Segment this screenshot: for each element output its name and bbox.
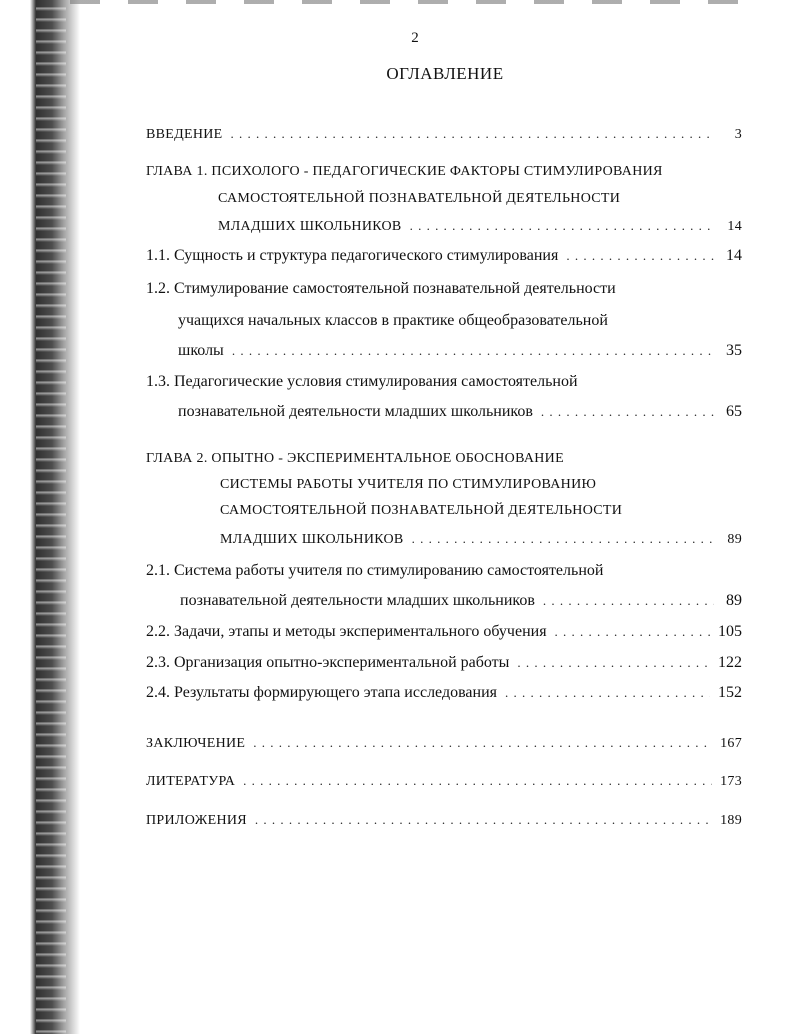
entry-page: 189: [720, 813, 742, 828]
dot-leader: [232, 341, 714, 361]
entry-title: 2.4. Результаты формирующего этапа исследования: [146, 684, 498, 701]
entry-page: 89: [727, 532, 742, 547]
dot-leader: [410, 216, 714, 236]
dot-leader: [243, 771, 712, 791]
dot-leader: [253, 733, 712, 753]
entry-page: 35: [726, 342, 742, 359]
dot-leader: [555, 622, 710, 642]
toc-chapter-2-line-2[interactable]: СИСТЕМЫ РАБОТЫ УЧИТЕЛЯ ПО СТИМУЛИРОВАНИЮ: [220, 477, 597, 492]
entry-title: МЛАДШИХ ШКОЛЬНИКОВ: [220, 532, 404, 547]
toc-entry-1-2-line-1[interactable]: 1.2. Стимулирование самостоятельной познавательной деятельности: [146, 280, 616, 297]
dot-leader: [231, 124, 714, 144]
entry-page: 122: [718, 654, 742, 671]
dot-leader: [541, 402, 714, 422]
entry-page: 14: [726, 247, 742, 264]
entry-title: ВВЕДЕНИЕ: [146, 127, 223, 142]
entry-page: 3: [734, 127, 742, 142]
entry-page: 167: [720, 736, 742, 751]
entry-title: ЛИТЕРАТУРА: [146, 774, 236, 789]
toc-chapter-2-line-3[interactable]: САМОСТОЯТЕЛЬНОЙ ПОЗНАВАТЕЛЬНОЙ ДЕЯТЕЛЬНОСТИ: [220, 503, 623, 518]
toc-entry-2-3[interactable]: [146, 653, 742, 673]
toc-entry-conclusion[interactable]: [146, 733, 742, 754]
entry-page: 89: [726, 592, 742, 609]
toc-entry-intro[interactable]: [146, 124, 742, 145]
dot-leader: [566, 246, 714, 266]
toc-chapter-1-line-1[interactable]: ГЛАВА 1. ПСИХОЛОГО - ПЕДАГОГИЧЕСКИЕ ФАКТОРЫ СТИМУЛИРОВАНИЯ: [146, 164, 663, 179]
toc-entry-chapter-1[interactable]: [218, 216, 742, 237]
toc-entry-1-3[interactable]: [178, 402, 742, 422]
dot-leader: [543, 591, 714, 611]
entry-title: 2.3. Организация опытно-экспериментальной работы: [146, 654, 510, 671]
entry-title: познавательной деятельности младших школьников: [180, 592, 535, 609]
dot-leader: [412, 529, 714, 549]
toc-entry-2-1-line-1[interactable]: 2.1. Система работы учителя по стимулированию самостоятельной: [146, 562, 604, 579]
toc-entry-2-1[interactable]: [180, 591, 742, 611]
entry-title: познавательной деятельности младших школьников: [178, 403, 533, 420]
entry-title: школы: [178, 342, 224, 359]
dot-leader: [505, 683, 710, 703]
page-number: 2: [411, 30, 419, 46]
entry-page: 65: [726, 403, 742, 420]
entry-page: 173: [720, 774, 742, 789]
scan-top-artifact: [70, 0, 750, 4]
toc-chapter-1-line-2[interactable]: САМОСТОЯТЕЛЬНОЙ ПОЗНАВАТЕЛЬНОЙ ДЕЯТЕЛЬНОСТИ: [218, 191, 621, 206]
entry-title: МЛАДШИХ ШКОЛЬНИКОВ: [218, 219, 402, 234]
toc-entry-1-2-line-2[interactable]: учащихся начальных классов в практике общеобразовательной: [178, 312, 608, 329]
entry-page: 105: [718, 623, 742, 640]
entry-title: ЗАКЛЮЧЕНИЕ: [146, 736, 246, 751]
toc-entry-2-2[interactable]: [146, 622, 742, 642]
entry-page: 14: [727, 219, 742, 234]
toc-chapter-2-line-1[interactable]: ГЛАВА 2. ОПЫТНО - ЭКСПЕРИМЕНТАЛЬНОЕ ОБОСНОВАНИЕ: [146, 451, 564, 466]
entry-title: ПРИЛОЖЕНИЯ: [146, 813, 247, 828]
dot-leader: [517, 653, 710, 673]
toc-entry-1-1[interactable]: [146, 246, 742, 266]
entry-title: 1.1. Сущность и структура педагогического стимулирования: [146, 247, 559, 264]
toc-entry-1-3-line-1[interactable]: 1.3. Педагогические условия стимулирования самостоятельной: [146, 373, 578, 390]
toc-title: ОГЛАВЛЕНИЕ: [386, 64, 504, 83]
toc-entry-2-4[interactable]: [146, 683, 742, 703]
dot-leader: [255, 810, 712, 830]
toc-entry-chapter-2[interactable]: [220, 529, 742, 550]
entry-page: 152: [718, 684, 742, 701]
toc-entry-appendices[interactable]: [146, 810, 742, 831]
scan-binding-shadow: [0, 0, 80, 1034]
toc-entry-1-2[interactable]: [178, 341, 742, 361]
entry-title: 2.2. Задачи, этапы и методы экспериментального обучения: [146, 623, 547, 640]
toc-entry-literature[interactable]: [146, 771, 742, 792]
